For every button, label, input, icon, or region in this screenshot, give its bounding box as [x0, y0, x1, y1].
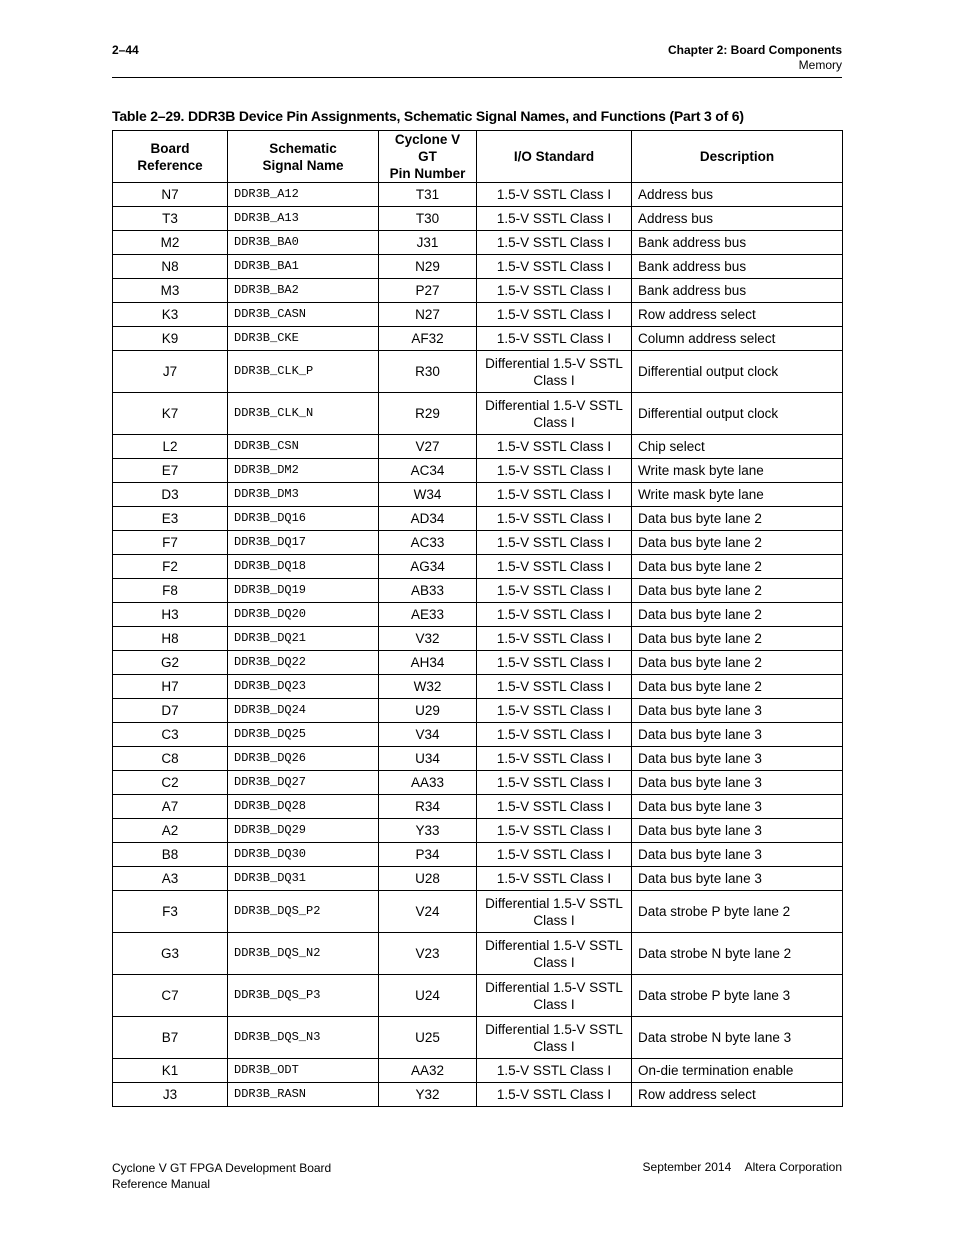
- section-title: Memory: [798, 58, 842, 72]
- cell-signal-name: DDR3B_DQ20: [228, 603, 379, 627]
- cell-io-standard: 1.5-V SSTL Class I: [477, 483, 632, 507]
- cell-io-standard: 1.5-V SSTL Class I: [477, 675, 632, 699]
- table-row: [113, 483, 843, 507]
- cell-pin-number: W34: [379, 483, 477, 507]
- column-header-board-reference: Board Reference: [113, 131, 228, 183]
- table-row: [113, 1059, 843, 1083]
- cell-board-reference: A2: [113, 819, 228, 843]
- cell-signal-name: DDR3B_DQ27: [228, 771, 379, 795]
- cell-description: Bank address bus: [632, 231, 843, 255]
- table-row: [113, 867, 843, 891]
- cell-pin-number: U25: [379, 1017, 477, 1059]
- cell-description: Data bus byte lane 2: [632, 531, 843, 555]
- chapter-heading: [668, 43, 842, 73]
- cell-description: Write mask byte lane: [632, 459, 843, 483]
- cell-board-reference: C3: [113, 723, 228, 747]
- cell-pin-number: V27: [379, 435, 477, 459]
- cell-board-reference: B7: [113, 1017, 228, 1059]
- cell-pin-number: R29: [379, 393, 477, 435]
- cell-pin-number: Y32: [379, 1083, 477, 1107]
- cell-description: Bank address bus: [632, 279, 843, 303]
- cell-board-reference: G2: [113, 651, 228, 675]
- cell-signal-name: DDR3B_DQ26: [228, 747, 379, 771]
- cell-board-reference: H8: [113, 627, 228, 651]
- table-row: [113, 579, 843, 603]
- cell-pin-number: AC33: [379, 531, 477, 555]
- cell-io-standard: 1.5-V SSTL Class I: [477, 771, 632, 795]
- column-header-io-standard: I/O Standard: [477, 131, 632, 183]
- cell-board-reference: F7: [113, 531, 228, 555]
- cell-board-reference: K9: [113, 327, 228, 351]
- cell-description: Data bus byte lane 3: [632, 795, 843, 819]
- cell-signal-name: DDR3B_DM2: [228, 459, 379, 483]
- cell-board-reference: A7: [113, 795, 228, 819]
- cell-board-reference: K3: [113, 303, 228, 327]
- cell-io-standard: 1.5-V SSTL Class I: [477, 723, 632, 747]
- cell-board-reference: H3: [113, 603, 228, 627]
- cell-io-standard: 1.5-V SSTL Class I: [477, 795, 632, 819]
- cell-io-standard: 1.5-V SSTL Class I: [477, 183, 632, 207]
- footer-publication-info: [643, 1160, 842, 1174]
- cell-board-reference: C7: [113, 975, 228, 1017]
- cell-io-standard: 1.5-V SSTL Class I: [477, 303, 632, 327]
- cell-io-standard: 1.5-V SSTL Class I: [477, 627, 632, 651]
- cell-signal-name: DDR3B_DQS_N2: [228, 933, 379, 975]
- cell-pin-number: P34: [379, 843, 477, 867]
- cell-pin-number: V32: [379, 627, 477, 651]
- cell-description: Data bus byte lane 2: [632, 603, 843, 627]
- cell-io-standard: 1.5-V SSTL Class I: [477, 747, 632, 771]
- cell-io-standard: Differential 1.5-V SSTL Class I: [477, 933, 632, 975]
- cell-signal-name: DDR3B_A12: [228, 183, 379, 207]
- cell-description: Column address select: [632, 327, 843, 351]
- cell-signal-name: DDR3B_CLK_N: [228, 393, 379, 435]
- cell-description: Data bus byte lane 3: [632, 843, 843, 867]
- cell-description: Address bus: [632, 183, 843, 207]
- table-row: [113, 843, 843, 867]
- cell-pin-number: AA33: [379, 771, 477, 795]
- cell-signal-name: DDR3B_DQ18: [228, 555, 379, 579]
- cell-pin-number: N27: [379, 303, 477, 327]
- table-row: [113, 183, 843, 207]
- cell-pin-number: P27: [379, 279, 477, 303]
- cell-io-standard: 1.5-V SSTL Class I: [477, 1059, 632, 1083]
- cell-pin-number: V23: [379, 933, 477, 975]
- table-row: [113, 531, 843, 555]
- cell-description: Data strobe N byte lane 3: [632, 1017, 843, 1059]
- table-row: [113, 1083, 843, 1107]
- cell-board-reference: J3: [113, 1083, 228, 1107]
- cell-pin-number: U24: [379, 975, 477, 1017]
- cell-description: Write mask byte lane: [632, 483, 843, 507]
- table-row: [113, 255, 843, 279]
- cell-signal-name: DDR3B_RASN: [228, 1083, 379, 1107]
- cell-io-standard: 1.5-V SSTL Class I: [477, 231, 632, 255]
- table-row: [113, 207, 843, 231]
- cell-board-reference: L2: [113, 435, 228, 459]
- cell-pin-number: AH34: [379, 651, 477, 675]
- cell-signal-name: DDR3B_DQ17: [228, 531, 379, 555]
- cell-description: Data bus byte lane 2: [632, 651, 843, 675]
- cell-pin-number: U29: [379, 699, 477, 723]
- cell-io-standard: 1.5-V SSTL Class I: [477, 843, 632, 867]
- cell-pin-number: AG34: [379, 555, 477, 579]
- cell-signal-name: DDR3B_DQS_P3: [228, 975, 379, 1017]
- cell-description: Data strobe P byte lane 2: [632, 891, 843, 933]
- cell-io-standard: 1.5-V SSTL Class I: [477, 651, 632, 675]
- cell-io-standard: 1.5-V SSTL Class I: [477, 207, 632, 231]
- cell-description: Chip select: [632, 435, 843, 459]
- cell-signal-name: DDR3B_DQ22: [228, 651, 379, 675]
- cell-io-standard: 1.5-V SSTL Class I: [477, 867, 632, 891]
- table-row: [113, 435, 843, 459]
- cell-board-reference: H7: [113, 675, 228, 699]
- cell-board-reference: E3: [113, 507, 228, 531]
- cell-io-standard: 1.5-V SSTL Class I: [477, 555, 632, 579]
- cell-description: Data strobe P byte lane 3: [632, 975, 843, 1017]
- table-row: [113, 459, 843, 483]
- cell-io-standard: Differential 1.5-V SSTL Class I: [477, 891, 632, 933]
- table-row: [113, 747, 843, 771]
- table-row: [113, 393, 843, 435]
- cell-pin-number: V34: [379, 723, 477, 747]
- cell-pin-number: N29: [379, 255, 477, 279]
- pin-assignment-table: [112, 130, 843, 1107]
- cell-description: Data bus byte lane 3: [632, 723, 843, 747]
- cell-io-standard: 1.5-V SSTL Class I: [477, 435, 632, 459]
- cell-description: Data bus byte lane 3: [632, 699, 843, 723]
- cell-description: Data bus byte lane 2: [632, 579, 843, 603]
- cell-description: Data bus byte lane 2: [632, 675, 843, 699]
- cell-signal-name: DDR3B_DM3: [228, 483, 379, 507]
- cell-description: Bank address bus: [632, 255, 843, 279]
- table-row: [113, 723, 843, 747]
- table-row: [113, 603, 843, 627]
- table-row: [113, 279, 843, 303]
- cell-description: On-die termination enable: [632, 1059, 843, 1083]
- cell-io-standard: 1.5-V SSTL Class I: [477, 819, 632, 843]
- table-row: [113, 327, 843, 351]
- column-header-pin-number: Cyclone V GT Pin Number: [379, 131, 477, 183]
- table-header-row: [113, 131, 843, 183]
- footer-company: Altera Corporation: [744, 1160, 842, 1174]
- cell-signal-name: DDR3B_DQ23: [228, 675, 379, 699]
- cell-board-reference: N7: [113, 183, 228, 207]
- cell-pin-number: U28: [379, 867, 477, 891]
- cell-signal-name: DDR3B_DQ30: [228, 843, 379, 867]
- cell-io-standard: 1.5-V SSTL Class I: [477, 531, 632, 555]
- table-row: [113, 627, 843, 651]
- cell-signal-name: DDR3B_CKE: [228, 327, 379, 351]
- cell-signal-name: DDR3B_DQ28: [228, 795, 379, 819]
- cell-board-reference: J7: [113, 351, 228, 393]
- footer-title-line1: Cyclone V GT FPGA Development Board: [112, 1161, 332, 1175]
- cell-signal-name: DDR3B_DQ16: [228, 507, 379, 531]
- footer-date: September 2014: [642, 1160, 732, 1174]
- cell-pin-number: V24: [379, 891, 477, 933]
- cell-pin-number: U34: [379, 747, 477, 771]
- cell-board-reference: C8: [113, 747, 228, 771]
- cell-board-reference: A3: [113, 867, 228, 891]
- cell-pin-number: T31: [379, 183, 477, 207]
- cell-signal-name: DDR3B_DQ24: [228, 699, 379, 723]
- cell-signal-name: DDR3B_DQ31: [228, 867, 379, 891]
- footer-title-line2: Reference Manual: [112, 1177, 211, 1191]
- cell-signal-name: DDR3B_BA1: [228, 255, 379, 279]
- cell-signal-name: DDR3B_A13: [228, 207, 379, 231]
- table-row: [113, 975, 843, 1017]
- cell-description: Data bus byte lane 2: [632, 627, 843, 651]
- cell-io-standard: 1.5-V SSTL Class I: [477, 255, 632, 279]
- cell-pin-number: R34: [379, 795, 477, 819]
- cell-board-reference: M2: [113, 231, 228, 255]
- cell-io-standard: Differential 1.5-V SSTL Class I: [477, 393, 632, 435]
- cell-signal-name: DDR3B_DQ29: [228, 819, 379, 843]
- cell-pin-number: AA32: [379, 1059, 477, 1083]
- cell-description: Data bus byte lane 2: [632, 507, 843, 531]
- cell-signal-name: DDR3B_DQ19: [228, 579, 379, 603]
- table-row: [113, 795, 843, 819]
- table-row: [113, 675, 843, 699]
- cell-pin-number: AE33: [379, 603, 477, 627]
- cell-io-standard: 1.5-V SSTL Class I: [477, 459, 632, 483]
- cell-signal-name: DDR3B_DQS_N3: [228, 1017, 379, 1059]
- table-row: [113, 651, 843, 675]
- table-row: [113, 231, 843, 255]
- table-row: [113, 771, 843, 795]
- cell-io-standard: 1.5-V SSTL Class I: [477, 279, 632, 303]
- cell-board-reference: F2: [113, 555, 228, 579]
- table-row: [113, 699, 843, 723]
- footer-document-title: [112, 1160, 331, 1192]
- table-row: [113, 891, 843, 933]
- column-header-description: Description: [632, 131, 843, 183]
- chapter-title: Chapter 2: Board Components: [667, 43, 842, 57]
- table-row: [113, 933, 843, 975]
- cell-pin-number: AB33: [379, 579, 477, 603]
- cell-board-reference: B8: [113, 843, 228, 867]
- page-number: 2–44: [112, 43, 139, 57]
- cell-signal-name: DDR3B_CSN: [228, 435, 379, 459]
- cell-description: Address bus: [632, 207, 843, 231]
- cell-pin-number: J31: [379, 231, 477, 255]
- column-header-signal-name: Schematic Signal Name: [228, 131, 379, 183]
- cell-signal-name: DDR3B_ODT: [228, 1059, 379, 1083]
- cell-board-reference: F3: [113, 891, 228, 933]
- cell-board-reference: F8: [113, 579, 228, 603]
- cell-io-standard: 1.5-V SSTL Class I: [477, 327, 632, 351]
- cell-pin-number: AC34: [379, 459, 477, 483]
- cell-board-reference: M3: [113, 279, 228, 303]
- cell-board-reference: C2: [113, 771, 228, 795]
- cell-pin-number: Y33: [379, 819, 477, 843]
- cell-pin-number: W32: [379, 675, 477, 699]
- cell-pin-number: T30: [379, 207, 477, 231]
- header-rule: [112, 77, 842, 78]
- cell-pin-number: AF32: [379, 327, 477, 351]
- table-row: [113, 303, 843, 327]
- cell-description: Data bus byte lane 3: [632, 819, 843, 843]
- cell-board-reference: N8: [113, 255, 228, 279]
- table-row: [113, 1017, 843, 1059]
- cell-signal-name: DDR3B_DQS_P2: [228, 891, 379, 933]
- cell-io-standard: 1.5-V SSTL Class I: [477, 1083, 632, 1107]
- cell-board-reference: G3: [113, 933, 228, 975]
- table-row: [113, 555, 843, 579]
- cell-io-standard: 1.5-V SSTL Class I: [477, 699, 632, 723]
- cell-io-standard: 1.5-V SSTL Class I: [477, 579, 632, 603]
- cell-io-standard: Differential 1.5-V SSTL Class I: [477, 1017, 632, 1059]
- cell-description: Data strobe N byte lane 2: [632, 933, 843, 975]
- cell-signal-name: DDR3B_BA2: [228, 279, 379, 303]
- cell-io-standard: Differential 1.5-V SSTL Class I: [477, 351, 632, 393]
- cell-board-reference: K7: [113, 393, 228, 435]
- cell-description: Differential output clock: [632, 351, 843, 393]
- cell-description: Row address select: [632, 1083, 843, 1107]
- cell-signal-name: DDR3B_DQ25: [228, 723, 379, 747]
- cell-pin-number: AD34: [379, 507, 477, 531]
- cell-board-reference: E7: [113, 459, 228, 483]
- table-row: [113, 507, 843, 531]
- cell-description: Data bus byte lane 3: [632, 867, 843, 891]
- cell-description: Data bus byte lane 3: [632, 747, 843, 771]
- cell-signal-name: DDR3B_BA0: [228, 231, 379, 255]
- cell-description: Differential output clock: [632, 393, 843, 435]
- cell-description: Row address select: [632, 303, 843, 327]
- table-row: [113, 819, 843, 843]
- cell-board-reference: D3: [113, 483, 228, 507]
- cell-board-reference: T3: [113, 207, 228, 231]
- cell-io-standard: 1.5-V SSTL Class I: [477, 603, 632, 627]
- cell-io-standard: Differential 1.5-V SSTL Class I: [477, 975, 632, 1017]
- cell-description: Data bus byte lane 2: [632, 555, 843, 579]
- cell-board-reference: K1: [113, 1059, 228, 1083]
- cell-signal-name: DDR3B_CASN: [228, 303, 379, 327]
- cell-board-reference: D7: [113, 699, 228, 723]
- table-row: [113, 351, 843, 393]
- table-caption: Table 2–29. DDR3B Device Pin Assignments, Schematic Signal Names, and Functions (Part 3 of 6): [112, 108, 744, 124]
- table-body: [113, 183, 843, 1107]
- cell-description: Data bus byte lane 3: [632, 771, 843, 795]
- cell-signal-name: DDR3B_DQ21: [228, 627, 379, 651]
- cell-pin-number: R30: [379, 351, 477, 393]
- cell-io-standard: 1.5-V SSTL Class I: [477, 507, 632, 531]
- cell-signal-name: DDR3B_CLK_P: [228, 351, 379, 393]
